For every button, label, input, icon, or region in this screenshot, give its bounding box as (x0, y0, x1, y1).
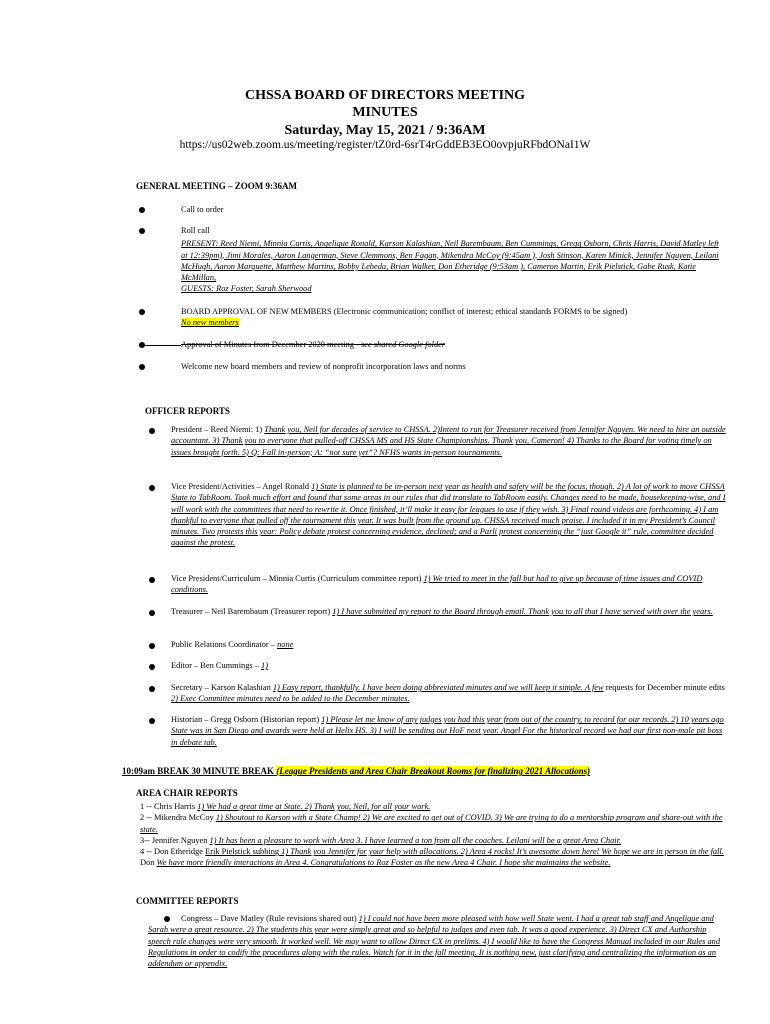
break-note: (League Presidents and Area Chair Breakout Rooms for finalizing 2021 Allocations) (276, 766, 591, 776)
roll-call (181, 225, 726, 295)
congress-label: Congress – Dave Matley (Rule revisions shared out) (181, 914, 359, 923)
area-4-report (140, 846, 730, 869)
treasurer-label: Treasurer – Neil Barembaum (Treasurer report) (171, 607, 333, 616)
vp-activities-label: Vice President/Activities – Angel Ronald (171, 482, 312, 491)
treasurer-report (171, 606, 726, 617)
area-2-report (140, 812, 730, 835)
president-text: Thank you, Neil for decades of service to CHSSA. 2)Intent to run for Treasurer received from Jennifer Nguyen. We need to hire an outside accountant. 3) Thank you to everyone that pulled-off CHSSA MS and HS State Championships. Thank you, Cameron! 4) Thanks to the Board for voting timely on issues brought forth. 5) Q: Fall in-person; A: “not sure yet”? NFHS wants in-person tournaments. (171, 425, 726, 457)
congress-text: 1) I could not have been more pleased with how well State went. I had a great tab staff and Angelique and Sarah were a great resource. 2) The students this year were simply great and so helpful to judges and even tab. It was a good experience. 3) Direct CX and Authorship speech rule changes were very smooth. It worked well. We may want to allow Direct CX in prelims. 4) I would like to have the Congress Manual included in our Rules and Regulations in order to codify the procedures along with the rules. Watch for it in the fall meeting. It is nothing new, just clarifying and centralizing the information as an addendum or appendix. (148, 914, 721, 969)
call-to-order: Call to order (181, 205, 224, 214)
area-1-label: 1 -- Chris Harris (140, 802, 198, 811)
president-report (171, 424, 726, 458)
area-4-text: 1) Thank you Jennifer for your help with allocations. 2) Area 4 rocks! It’s awesome down here! We hope we are in person in the fall. (279, 847, 724, 857)
vp-curriculum-report (171, 573, 726, 596)
secretary-text-2: 2) Exec Committee minutes need to be added to the December minutes. (171, 694, 410, 704)
secretary-plain: requests for December minute edits (605, 683, 725, 692)
area-4-don: Don (140, 858, 157, 868)
area-chair-heading: AREA CHAIR REPORTS (136, 788, 238, 798)
area-2-label: 2 -- Mikendra McCoy (140, 813, 216, 823)
pr-label: Public Relations Coordinator – (171, 640, 278, 649)
area-4-label: 4 -- Don Etheridge (140, 847, 206, 857)
pr-report (171, 639, 726, 650)
bullet (139, 364, 145, 370)
historian-label: Historian – Gregg Osborn (Historian report) (171, 715, 322, 724)
no-new-members: No new members (181, 318, 239, 328)
area-2-text: 1) Shoutout to Karson with a State Champ! 2) We are excited to get out of COVID. 3) We are trying to do a mentorship program and share-out with the state. (140, 813, 723, 834)
bullet (139, 228, 145, 234)
vp-activities-text: 1) State is planned to be in-person next year as health and safety will be the focus, though. 2) A lot of work to move CHSSA State to TabRoom. Took much effort and found that some areas in our rules that did translate to TabRoom easily. Changes need to be made, housekeeping-wise, and I will work with the committees that need to rewrite it. Once finished, it’ll make it easy for leagues to use if they wish. 3) Final round videos are forthcoming. 4) I am thankful to everyone that pulled off the tournament this year. It was built from the ground up. CHSSA received much praise. I included it in my President’s Council minutes. Two protests this year: Policy debate protest concerning evidence, declined; and a Parli protest concerning the “just Google it” rule, committee decided against the protest. (171, 482, 726, 548)
board-approval-text: BOARD APPROVAL OF NEW MEMBERS (Electronic communication; conflict of interest; ethical standards FORMS to be signed) (181, 307, 628, 316)
board-approval (181, 306, 726, 329)
officer-reports-heading: OFFICER REPORTS (145, 406, 230, 416)
bullet (139, 309, 145, 315)
vp-activities-report (171, 481, 726, 549)
break-line (122, 766, 722, 777)
editor-text: 1) (261, 661, 269, 670)
break-label: 10:09am BREAK 30 MINUTE BREAK (122, 766, 277, 776)
approval-minutes-text: Approval of Minutes from December 2020 meeting - (181, 340, 362, 349)
approval-of-minutes (181, 339, 726, 350)
bullet (149, 577, 155, 583)
committee-reports-heading: COMMITTEE REPORTS (136, 896, 239, 906)
secretary-report (171, 682, 726, 705)
president-label: President – Reed Niemi: 1) (171, 425, 265, 434)
meeting-title: CHSSA BOARD OF DIRECTORS MEETING (244, 88, 526, 103)
bullet (149, 610, 155, 616)
welcome-item: Welcome new board members and review of nonprofit incorporation laws and norms (181, 362, 466, 371)
minutes-title: MINUTES (352, 105, 418, 120)
secretary-label: Secretary – Karson Kalashian (171, 683, 273, 692)
guests-list: GUESTS: Roz Foster, Sarah Sherwood (181, 284, 312, 294)
area-3-text: 1) It has been a pleasure to work with Area 3. I have learned a ton from all the coaches. Leilani will be a great Area Chair. (209, 835, 622, 845)
historian-report (171, 714, 726, 748)
congress-report (148, 913, 728, 969)
area-3-report (140, 835, 730, 846)
bullet (149, 664, 155, 670)
secretary-text-1: 1) Easy report, thankfully. I have been doing abbreviated minutes and we will keep it simple. A few (272, 683, 604, 692)
present-list: PRESENT: Reed Niemi, Minnia Curtis, Angelique Ronald, Karson Kalashian, Neil Barembaum, Ben Cummings, Gregg Osborn, Chris Harris, David Matley left at 12:39pm), Jimi Morales, Aaron Langerman, Steve Clemmons, Ben Fagan, Mikendra McCoy (9:45am ), Josh Stinson, Karen Minick, Jennifer Nguyen, Leilani McHugh, Aaron Marquette, Matthew Martins, Bobby Lebeda, Brian Walker, Don Etheridge (9:53am ), Cameron Martin, Erik Pielstick, Gabe Rusk, Katie McMillan, (181, 239, 719, 283)
pr-text: none (277, 640, 294, 649)
bullet (149, 485, 155, 491)
vp-curriculum-text: 1) We tried to meet in the fall but had to give up because of time issues and COVID conditions. (171, 574, 703, 595)
bullet (149, 428, 155, 434)
roll-call-label: Roll call (181, 226, 210, 235)
area-1-report (140, 801, 730, 812)
bullet (149, 686, 155, 692)
editor-label: Editor – Ben Cummings – (171, 661, 262, 670)
area-4-text-2: We have more friendly interactions in Area 4. Congratulations to Roz Foster as the new Area 4 Chair. I hope she maintains the website. (156, 858, 611, 868)
treasurer-text: 1) I have submitted my report to the Board through email. Thank you to all that I have served with over the years. (332, 607, 713, 616)
vp-curriculum-label: Vice President/Curriculum – Minnia Curtis (Curriculum committee report) (171, 574, 424, 583)
area-1-text: 1) We had a great time at State. 2) Thank you, Neil, for all your work. (197, 802, 431, 811)
approval-minutes-link: see shared Google folder (361, 340, 446, 349)
meeting-date: Saturday, May 15, 2021 / 9:36AM (284, 123, 486, 138)
historian-text: 1) Please let me know of any judges you had this year from out of the country, to record for our records. 2) 10 years ago State was in San Diego and awards were held at Helix HS. 3) I will be sending out HoF next year. Angel For the historical record we had our first non-male pit boss in debate tab. (171, 715, 724, 747)
bullet (139, 207, 145, 213)
strike-line (139, 345, 181, 346)
editor-report (171, 660, 726, 671)
bullet (149, 718, 155, 724)
area-4-sub: Erik Pielstick subbing (205, 847, 280, 857)
zoom-url[interactable]: https://us02web.zoom.us/meeting/register/tZ0rd-6srT4rGddEB3EO0ovpjuRFbdONaI1W (179, 139, 591, 151)
bullet (149, 643, 155, 649)
general-meeting-heading: GENERAL MEETING – ZOOM 9:36AM (136, 181, 298, 191)
area-3-label: 3-- Jennifer Nguyen (140, 835, 210, 845)
area-reports (140, 801, 730, 869)
